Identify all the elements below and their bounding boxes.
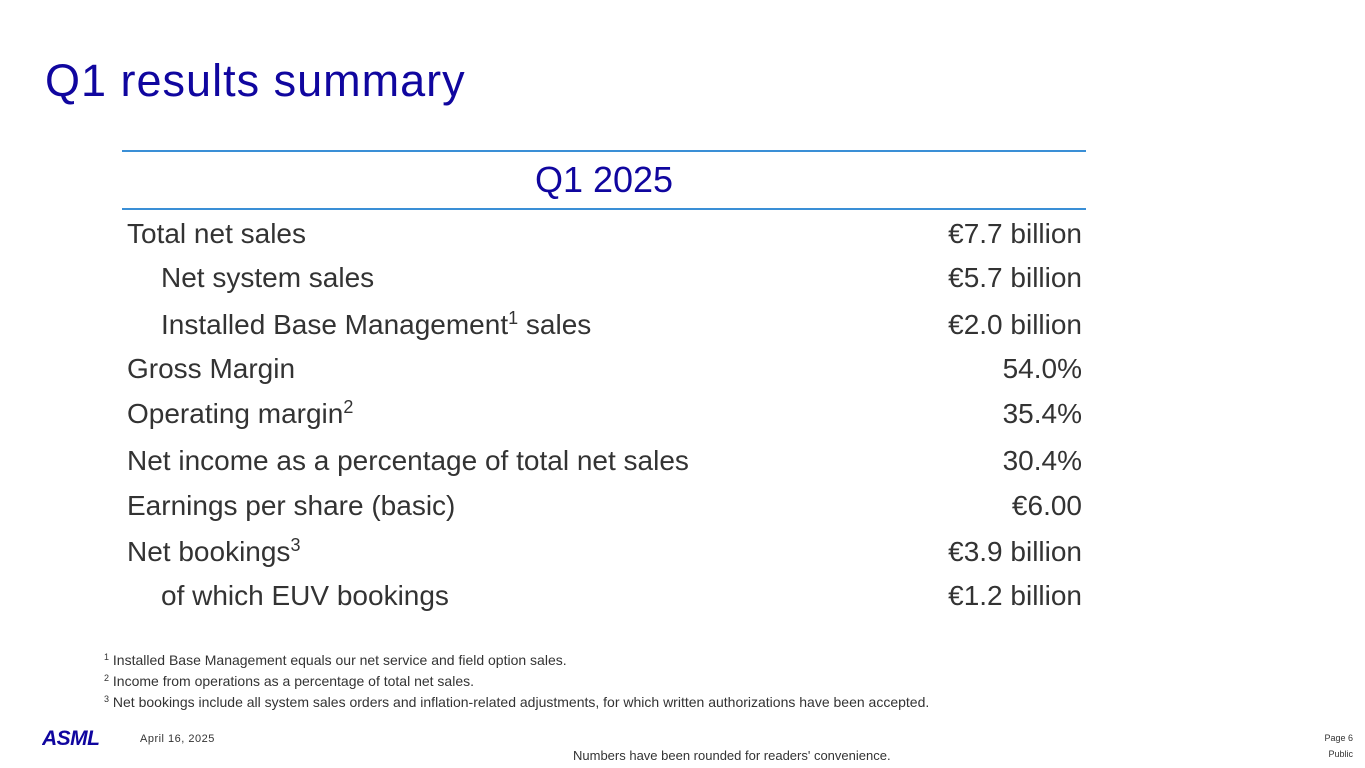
footnote-ref: 1 bbox=[508, 308, 519, 328]
page-title: Q1 results summary bbox=[45, 55, 466, 106]
footnote-ref: 2 bbox=[343, 397, 354, 417]
row-label: Earnings per share (basic) bbox=[127, 490, 456, 521]
slide-date: April 16, 2025 bbox=[140, 733, 215, 745]
row-label: Total net sales bbox=[127, 218, 306, 249]
row-label-group bbox=[122, 398, 353, 430]
footnote-text: Net bookings include all system sales orders and inflation-related adjustments, for which written authorizations have been accepted. bbox=[109, 694, 930, 710]
footnote-number: 3 bbox=[104, 694, 110, 704]
footnote-text: Installed Base Management equals our net service and field option sales. bbox=[109, 652, 567, 668]
row-label: of which EUV bookings bbox=[161, 580, 449, 611]
table-row-net-income-pct bbox=[122, 445, 1082, 477]
results-table bbox=[122, 150, 1086, 611]
row-value: €6.00 bbox=[1011, 490, 1082, 521]
table-row-total-net-sales bbox=[122, 218, 1082, 250]
table-row-operating-margin bbox=[122, 398, 1082, 430]
table-row-net-bookings bbox=[122, 536, 1082, 568]
row-label-suffix: sales bbox=[518, 309, 592, 340]
row-label-group bbox=[122, 536, 300, 568]
row-value: €1.2 billion bbox=[948, 580, 1082, 611]
row-label: Gross Margin bbox=[127, 353, 296, 384]
table-row-installed-base-management bbox=[122, 309, 1082, 341]
footnote-number: 2 bbox=[104, 673, 110, 683]
row-label: Net bookings bbox=[127, 536, 291, 567]
table-row-gross-margin bbox=[122, 353, 1082, 385]
footnote-1 bbox=[104, 650, 929, 671]
row-label: Installed Base Management bbox=[161, 309, 509, 340]
row-value: €2.0 billion bbox=[948, 309, 1082, 340]
page-number: Page 6 bbox=[1324, 733, 1353, 743]
row-label-group bbox=[122, 309, 591, 341]
row-value: 35.4% bbox=[1002, 398, 1082, 429]
asml-logo bbox=[42, 727, 106, 749]
row-label: Operating margin bbox=[127, 398, 344, 429]
footnote-2 bbox=[104, 671, 929, 692]
footnote-ref: 3 bbox=[290, 535, 301, 555]
footnote-number: 1 bbox=[104, 652, 110, 662]
row-value: 30.4% bbox=[1002, 445, 1082, 476]
table-row-net-system-sales bbox=[122, 262, 1082, 294]
svg-text:ASML: ASML bbox=[42, 727, 100, 749]
footnote-3 bbox=[104, 692, 929, 713]
table-row-eps-basic bbox=[122, 490, 1082, 522]
row-value: €7.7 billion bbox=[948, 218, 1082, 249]
column-header: Q1 2025 bbox=[534, 159, 674, 200]
row-value: €5.7 billion bbox=[948, 262, 1082, 293]
rounding-note: Numbers have been rounded for readers' convenience. bbox=[573, 748, 891, 763]
table-header-rule bbox=[122, 208, 1086, 210]
table-row-euv-bookings bbox=[122, 580, 1082, 612]
classification-label: Public bbox=[1328, 749, 1353, 759]
footnote-text: Income from operations as a percentage of total net sales. bbox=[109, 673, 474, 689]
row-value: 54.0% bbox=[1002, 353, 1082, 384]
row-label: Net income as a percentage of total net sales bbox=[127, 445, 689, 476]
row-value: €3.9 billion bbox=[948, 536, 1082, 567]
row-label: Net system sales bbox=[161, 262, 375, 293]
footnotes bbox=[104, 650, 929, 713]
